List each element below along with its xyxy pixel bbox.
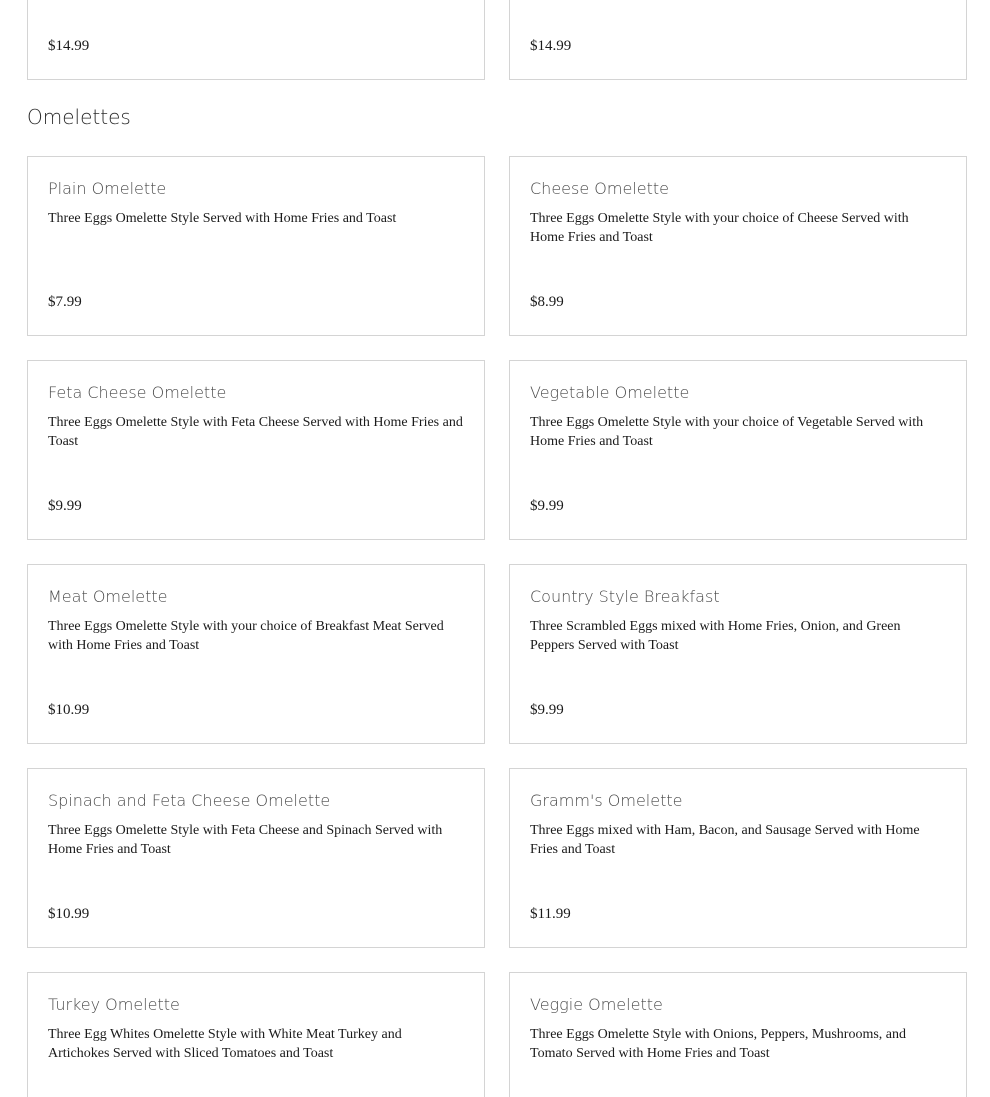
menu-item-description: Three Eggs Omelette Style with your choice of Cheese Served with Home Fries and Toast (530, 211, 909, 245)
menu-item-meat-omelette[interactable] (27, 564, 485, 744)
menu-item-price: $9.99 (530, 702, 564, 718)
menu-item-price: $14.99 (530, 38, 572, 54)
menu-item-name: Veggie Omelette (530, 995, 663, 1014)
menu-item-description: Three Eggs mixed with Ham, Bacon, and Sausage Served with Home Fries and Toast (530, 823, 920, 857)
menu-item-price: $11.99 (530, 906, 571, 922)
menu-item-country-style-breakfast[interactable] (509, 564, 967, 744)
menu-item-price: $10.99 (48, 906, 90, 922)
menu-item-name: Plain Omelette (48, 179, 167, 198)
menu-item-price: $7.99 (48, 294, 82, 310)
menu-item-name: Turkey Omelette (48, 995, 180, 1014)
menu-item-description: Three Eggs Omelette Style with your choice of Vegetable Served with Home Fries and Toast (530, 415, 924, 449)
menu-item-gramms-omelette[interactable] (509, 768, 967, 948)
menu-item-price: $14.99 (48, 38, 90, 54)
menu-item-price: $10.99 (48, 702, 90, 718)
menu-item-description: Three Eggs Omelette Style with your choice of Breakfast Meat Served with Home Fries and Toast (48, 619, 444, 653)
menu-item-description: Three Eggs Omelette Style Served with Home Fries and Toast (48, 211, 397, 226)
menu-item-card[interactable] (27, 0, 485, 80)
menu-item-name: Meat Omelette (48, 587, 168, 606)
menu-item-description: Three Eggs Omelette Style with Feta Cheese and Spinach Served with Home Fries and Toast (48, 823, 443, 857)
menu-item-description: Three Scrambled Eggs mixed with Home Fries, Onion, and Green Peppers Served with Toast (530, 619, 901, 653)
menu-item-price: $9.99 (48, 498, 82, 514)
menu-item-feta-cheese-omelette[interactable] (27, 360, 485, 540)
menu-item-plain-omelette[interactable] (27, 156, 485, 336)
menu-item-cheese-omelette[interactable] (509, 156, 967, 336)
menu-item-price: $9.99 (530, 498, 564, 514)
menu-item-name: Feta Cheese Omelette (48, 383, 227, 402)
menu-item-card[interactable] (509, 0, 967, 80)
menu-item-description: Three Eggs Omelette Style with Onions, Peppers, Mushrooms, and Tomato Served with Home Fries and Toast (530, 1027, 907, 1061)
menu-item-description: Three Eggs Omelette Style with Feta Cheese Served with Home Fries and Toast (48, 415, 463, 449)
menu-item-name: Spinach and Feta Cheese Omelette (48, 791, 331, 810)
menu-item-name: Vegetable Omelette (530, 383, 690, 402)
section-title-omelettes: Omelettes (27, 105, 131, 129)
menu-item-turkey-omelette[interactable] (27, 972, 485, 1097)
menu-item-name: Gramm's Omelette (530, 791, 683, 810)
menu-item-veggie-omelette[interactable] (509, 972, 967, 1097)
menu-item-name: Cheese Omelette (530, 179, 669, 198)
menu-item-description: Three Egg Whites Omelette Style with White Meat Turkey and Artichokes Served with Sliced Tomatoes and Toast (48, 1027, 402, 1061)
menu-item-spinach-feta-omelette[interactable] (27, 768, 485, 948)
menu-item-vegetable-omelette[interactable] (509, 360, 967, 540)
menu-item-name: Country Style Breakfast (530, 587, 720, 606)
menu-item-price: $8.99 (530, 294, 564, 310)
